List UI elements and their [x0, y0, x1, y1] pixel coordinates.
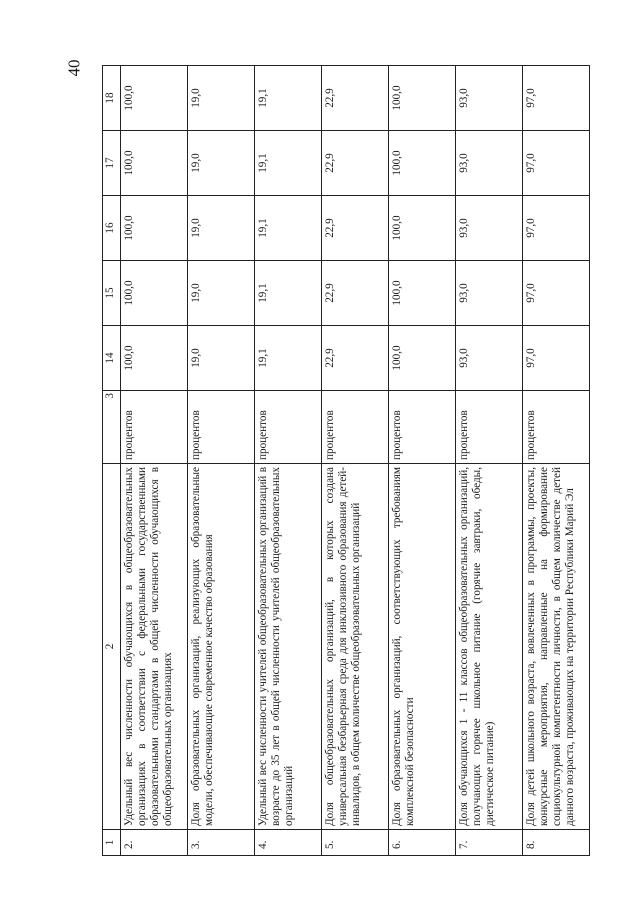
table-row	[121, 66, 188, 856]
column-header: 3	[103, 391, 121, 464]
column-header: 17	[103, 131, 121, 196]
value-cell: 22,9	[322, 261, 389, 326]
unit-cell: процентов	[389, 391, 456, 464]
value-cell: 97,0	[523, 66, 590, 131]
value-cell: 100,0	[389, 131, 456, 196]
value-cell: 97,0	[523, 131, 590, 196]
column-header: 16	[103, 196, 121, 261]
row-number: 7.	[456, 830, 523, 856]
unit-cell: процентов	[188, 391, 255, 464]
value-cell: 19,1	[255, 261, 322, 326]
value-cell: 19,1	[255, 66, 322, 131]
value-cell: 100,0	[389, 66, 456, 131]
row-number: 8.	[523, 830, 590, 856]
unit-cell: процентов	[255, 391, 322, 464]
row-number: 2.	[121, 830, 188, 856]
indicator-description: Доля детей школьного возраста, вовлеченных в программы, проекты, конкурсные мероприятия, направленные на формирование социокультурной компетентности личности, в общем количестве детей данного возраста, проживающих на территории Республики Марий Эл	[523, 464, 590, 830]
value-cell: 93,0	[456, 261, 523, 326]
indicator-description: Доля обучающихся 1 - 11 классов общеобразовательных организаций, получающих горячее школьное питание (горячие завтраки, обеды, диетическое питание)	[456, 464, 523, 830]
page-number: 40	[64, 59, 84, 77]
indicator-description: Доля образовательных организаций, реализующих образовательные модели, обеспечивающие современное качество образования	[188, 464, 255, 830]
value-cell: 19,0	[188, 66, 255, 131]
unit-cell: процентов	[523, 391, 590, 464]
value-cell: 100,0	[389, 261, 456, 326]
row-number: 6.	[389, 830, 456, 856]
value-cell: 100,0	[121, 131, 188, 196]
value-cell: 97,0	[523, 196, 590, 261]
column-header: 1	[103, 830, 121, 856]
value-cell: 19,0	[188, 261, 255, 326]
column-header: 15	[103, 261, 121, 326]
table-row	[255, 66, 322, 856]
column-header: 18	[103, 66, 121, 131]
value-cell: 22,9	[322, 66, 389, 131]
unit-cell: процентов	[322, 391, 389, 464]
value-cell: 93,0	[456, 326, 523, 391]
value-cell: 97,0	[523, 261, 590, 326]
value-cell: 22,9	[322, 326, 389, 391]
indicator-description: Удельный вес численности обучающихся в общеобразовательных организациях в соответствии с федеральными государственными образовательными стандартами в общей численности обучающихся в общеобразовательных организациях	[121, 464, 188, 830]
table-row	[389, 66, 456, 856]
table-row	[523, 66, 590, 856]
unit-cell: процентов	[121, 391, 188, 464]
value-cell: 93,0	[456, 66, 523, 131]
value-cell: 97,0	[523, 326, 590, 391]
column-header: 14	[103, 326, 121, 391]
value-cell: 93,0	[456, 131, 523, 196]
value-cell: 19,0	[188, 196, 255, 261]
value-cell: 19,1	[255, 196, 322, 261]
value-cell: 100,0	[121, 261, 188, 326]
value-cell: 19,1	[255, 131, 322, 196]
row-number: 4.	[255, 830, 322, 856]
table-row	[456, 66, 523, 856]
value-cell: 22,9	[322, 131, 389, 196]
value-cell: 100,0	[121, 326, 188, 391]
table-row	[188, 66, 255, 856]
indicator-description: Доля образовательных организаций, соответствующих требованиям комплексной безопасности	[389, 464, 456, 830]
value-cell: 19,0	[188, 326, 255, 391]
value-cell: 93,0	[456, 196, 523, 261]
indicator-description: Доля общеобразовательных организаций, в которых создана универсальная безбарьерная среда для инклюзивного образования детей-инвалидов, в общем количестве общеобразовательных организаций	[322, 464, 389, 830]
value-cell: 100,0	[121, 66, 188, 131]
table-row	[322, 66, 389, 856]
unit-cell: процентов	[456, 391, 523, 464]
indicator-description: Удельный вес численности учителей общеобразовательных организаций в возрасте до 35 лет в общей численности учителей общеобразовательных организаций	[255, 464, 322, 830]
indicators-table	[102, 65, 590, 856]
value-cell: 19,1	[255, 326, 322, 391]
value-cell: 100,0	[389, 196, 456, 261]
column-header: 2	[103, 464, 121, 830]
row-number: 3.	[188, 830, 255, 856]
row-number: 5.	[322, 830, 389, 856]
rotated-table-container	[102, 66, 639, 856]
value-cell: 100,0	[121, 196, 188, 261]
value-cell: 19,0	[188, 131, 255, 196]
value-cell: 22,9	[322, 196, 389, 261]
value-cell: 100,0	[389, 326, 456, 391]
header-row	[103, 66, 121, 856]
